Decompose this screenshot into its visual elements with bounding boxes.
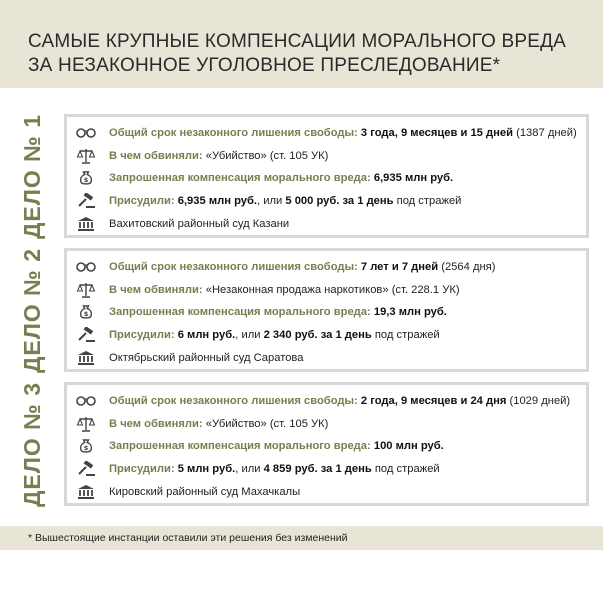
charge-row: В чем обвиняли: «Убийство» (ст. 105 УК)	[75, 414, 582, 434]
money-bag-icon	[75, 437, 97, 455]
requested-row: Запрошенная компенсация морального вреда: 100 млн руб.	[75, 436, 582, 456]
case-card-2	[64, 248, 589, 372]
scales-icon	[75, 281, 97, 299]
charge-row: В чем обвиняли: «Незаконная продажа наркотиков» (ст. 228.1 УК)	[75, 280, 582, 300]
gavel-icon	[75, 192, 97, 210]
awarded-row: Присудили: 6,935 млн руб. , или 5 000 руб. за 1 день под стражей	[75, 191, 582, 211]
money-bag-icon	[75, 303, 97, 321]
scales-icon	[75, 415, 97, 433]
courthouse-icon	[75, 349, 97, 367]
gavel-icon	[75, 460, 97, 478]
requested-row: Запрошенная компенсация морального вреда: 6,935 млн руб.	[75, 168, 582, 188]
awarded-row: Присудили: 5 млн руб. , или 4 859 руб. за 1 день под стражей	[75, 459, 582, 479]
gavel-icon	[75, 326, 97, 344]
handcuffs-icon	[75, 392, 97, 410]
awarded-row: Присудили: 6 млн руб. , или 2 340 руб. за 1 день под стражей	[75, 325, 582, 345]
courthouse-icon	[75, 483, 97, 501]
term-row: Общий срок незаконного лишения свободы: 3 года, 9 месяцев и 15 дней (1387 дней)	[75, 123, 582, 143]
footer-banner	[0, 526, 603, 550]
page-title: САМЫЕ КРУПНЫЕ КОМПЕНСАЦИИ МОРАЛЬНОГО ВРЕДА ЗА НЕЗАКОННОЕ УГОЛОВНОЕ ПРЕСЛЕДОВАНИЕ*	[28, 31, 567, 76]
case-card-1	[64, 114, 589, 238]
requested-row: Запрошенная компенсация морального вреда: 19,3 млн руб.	[75, 302, 582, 322]
charge-row: В чем обвиняли: «Убийство» (ст. 105 УК)	[75, 146, 582, 166]
case-card-3	[64, 382, 589, 506]
header-banner	[0, 0, 603, 88]
term-row: Общий срок незаконного лишения свободы: 7 лет и 7 дней (2564 дня)	[75, 257, 582, 277]
court-row: Октябрьский районный суд Саратова	[75, 348, 582, 368]
court-row: Вахитовский районный суд Казани	[75, 214, 582, 234]
handcuffs-icon	[75, 258, 97, 276]
money-bag-icon	[75, 169, 97, 187]
handcuffs-icon	[75, 124, 97, 142]
footnote: * Вышестоящие инстанции оставили эти решения без изменений	[28, 532, 348, 544]
case-label-2: ДЕЛО № 2	[18, 247, 45, 373]
term-row: Общий срок незаконного лишения свободы: 2 года, 9 месяцев и 24 дня (1029 дней)	[75, 391, 582, 411]
court-row: Кировский районный суд Махачкалы	[75, 482, 582, 502]
scales-icon	[75, 147, 97, 165]
case-label-1: ДЕЛО № 1	[18, 113, 45, 239]
case-label-3: ДЕЛО № 3	[18, 381, 45, 507]
courthouse-icon	[75, 215, 97, 233]
